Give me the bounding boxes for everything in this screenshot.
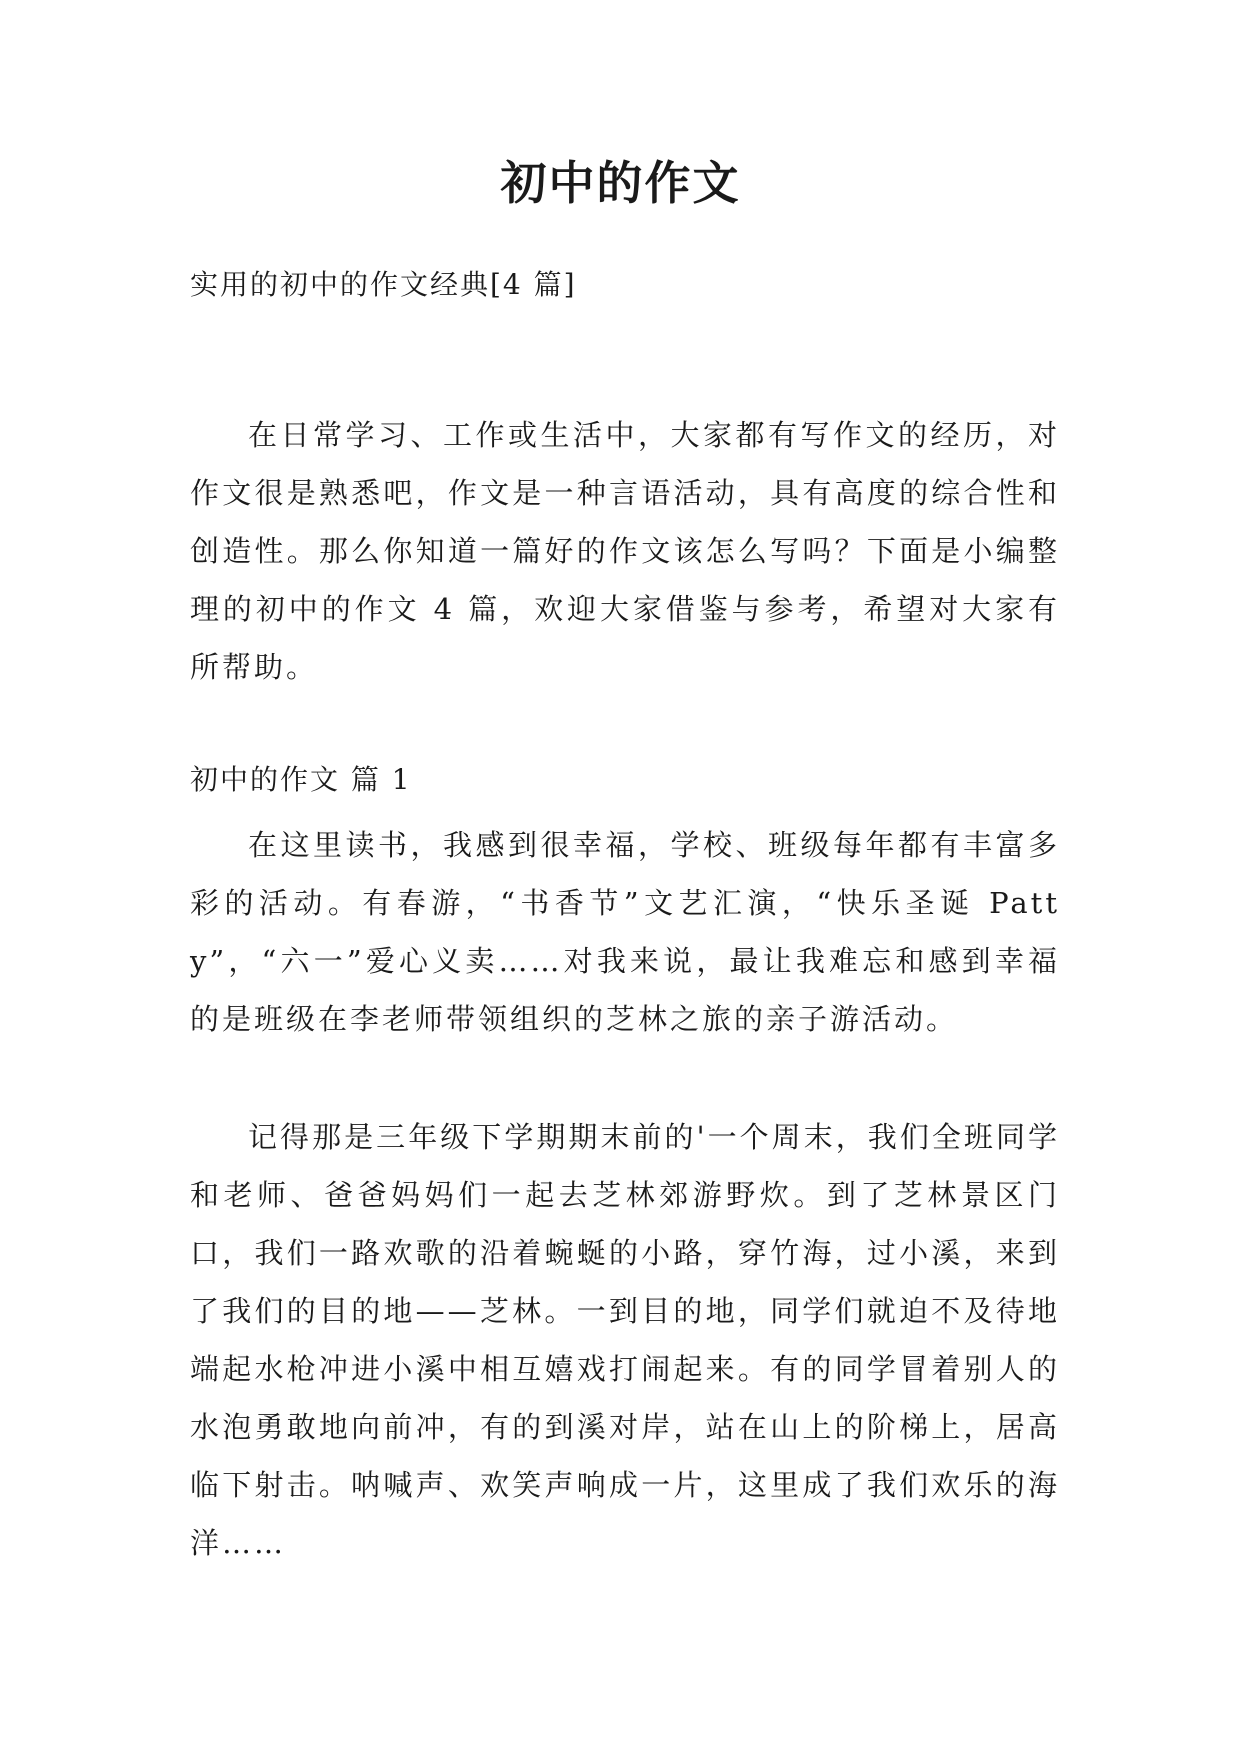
document-subtitle: 实用的初中的作文经典[4 篇] <box>190 268 577 301</box>
body-paragraph: 在这里读书，我感到很幸福，学校、班级每年都有丰富多彩的活动。有春游，“书香节”文艺汇演，“快乐圣诞 Patty”，“六一”爱心义卖……对我来说，最让我难忘和感到幸福的是班级在李老师带领组织的芝林之旅的亲子游活动。 <box>190 828 1060 1036</box>
intro-paragraph: 在日常学习、工作或生活中，大家都有写作文的经历，对作文很是熟悉吧，作文是一种言语活动，具有高度的综合性和创造性。那么你知道一篇好的作文该怎么写吗？下面是小编整理的初中的作文 4 篇，欢迎大家借鉴与参考，希望对大家有所帮助。 <box>190 418 1060 684</box>
document-title: 初中的作文 <box>500 156 741 210</box>
section-heading: 初中的作文 篇 1 <box>190 763 412 796</box>
body-paragraph: 记得那是三年级下学期期末前的'一个周末，我们全班同学和老师、爸爸妈妈们一起去芝林郊游野炊。到了芝林景区门口，我们一路欢歌的沿着蜿蜒的小路，穿竹海，过小溪，来到了我们的目的地——芝林。一到目的地，同学们就迫不及待地端起水枪冲进小溪中相互嬉戏打闹起来。有的同学冒着别人的水泡勇敢地向前冲，有的到溪对岸，站在山上的阶梯上，居高临下射击。呐喊声、欢笑声响成一片，这里成了我们欢乐的海洋…… <box>190 1120 1060 1560</box>
